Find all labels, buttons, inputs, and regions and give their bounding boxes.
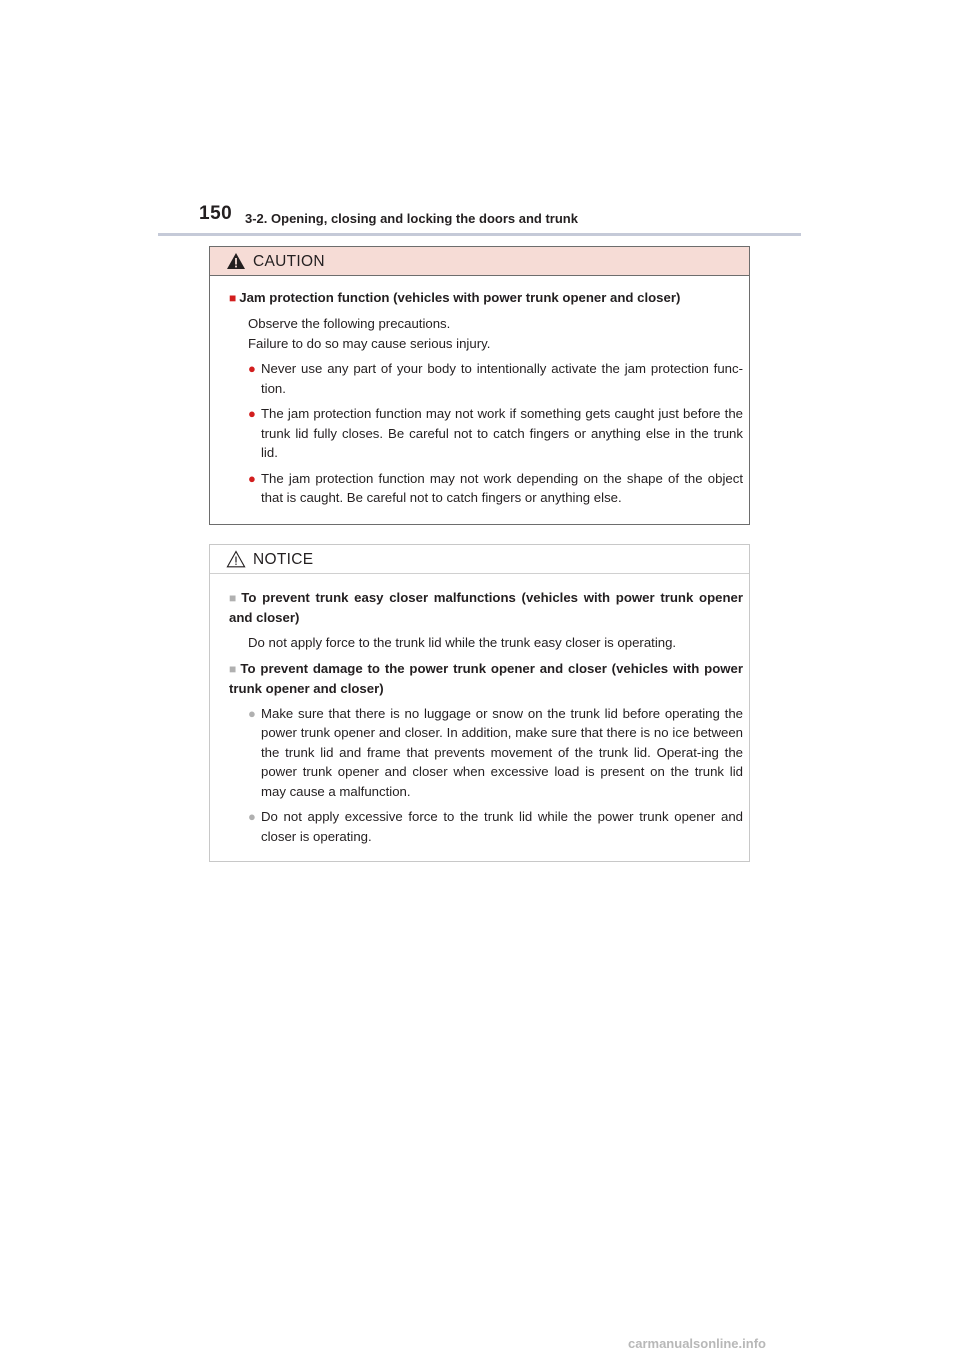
circle-bullet-icon: ● <box>248 406 256 421</box>
caution-label: CAUTION <box>253 253 325 270</box>
caution-intro-line: Observe the following precautions. <box>248 316 451 331</box>
caution-bullet: ● Never use any part of your body to intentionally activate the jam protection func-tion. <box>248 361 743 396</box>
notice-box <box>209 544 750 862</box>
circle-bullet-icon: ● <box>248 361 256 376</box>
circle-bullet-icon: ● <box>248 809 256 824</box>
notice-body <box>210 574 749 846</box>
footer-watermark: carmanualsonline.info <box>628 1336 766 1351</box>
circle-bullet-icon: ● <box>248 705 256 721</box>
notice-label: NOTICE <box>253 551 314 568</box>
caution-bullet: ● The jam protection function may not work depending on the shape of the object that is caught. Be careful not to catch fingers or anything else. <box>248 470 743 505</box>
caution-box <box>209 246 750 525</box>
caution-bullet: ● The jam protection function may not work if something gets caught just before the trunk lid fully closes. Be careful not to catch fingers or anything else in the trunk lid. <box>248 406 743 460</box>
notice-header <box>210 545 749 574</box>
square-bullet-icon: ■ <box>229 291 237 305</box>
notice-bullet: ● Do not apply excessive force to the trunk lid while the power trunk opener and closer is operating. <box>248 809 743 844</box>
notice-bullet: ● Make sure that there is no luggage or snow on the trunk lid before operating the power trunk opener and closer. In addition, make sure that there is no ice between the trunk lid and frame that prevents movement of the trunk lid. Operat-ing the power trunk opener and closer when excessive load is present on the trunk lid may cause a malfunction. <box>248 705 743 799</box>
caution-item-title: ■ Jam protection function (vehicles with power trunk opener and closer) <box>229 290 681 305</box>
caution-intro-line: Failure to do so may cause serious injury. <box>248 335 491 351</box>
warning-triangle-filled-icon <box>226 252 246 270</box>
notice-item-title: ■ To prevent trunk easy closer malfunctions (vehicles with power trunk opener and closer) <box>229 590 743 625</box>
square-bullet-icon: ■ <box>229 661 238 676</box>
circle-bullet-icon: ● <box>248 470 256 486</box>
notice-item-title: ■ To prevent damage to the power trunk opener and closer (vehicles with power trunk opener and closer) <box>229 660 743 696</box>
square-bullet-icon: ■ <box>229 591 239 605</box>
caution-header <box>210 247 749 276</box>
page-header <box>0 0 960 240</box>
page-number: 150 <box>199 203 233 224</box>
caution-body <box>210 276 749 508</box>
notice-item-text: Do not apply force to the trunk lid while the trunk easy closer is operating. <box>248 635 677 650</box>
warning-triangle-outline-icon <box>226 550 246 568</box>
header-rule <box>158 233 801 236</box>
section-title: 3-2. Opening, closing and locking the doors and trunk <box>245 211 578 226</box>
